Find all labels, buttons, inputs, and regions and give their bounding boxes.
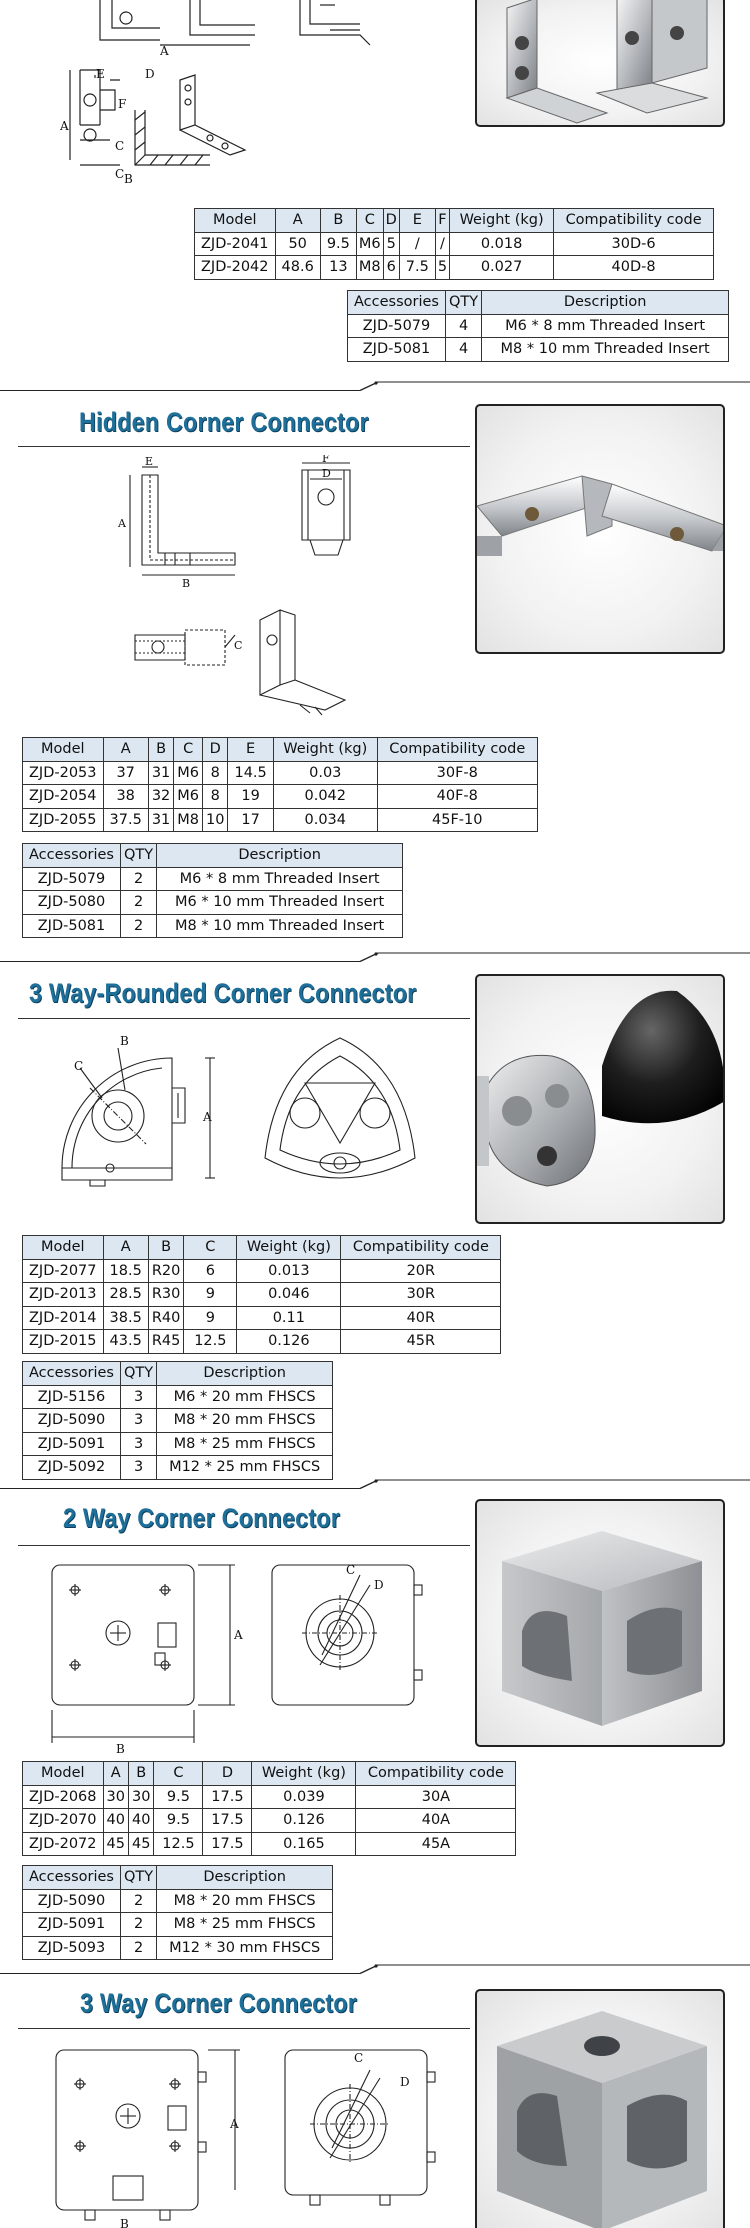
table-header-row — [23, 1866, 333, 1890]
column-header: A — [103, 1236, 148, 1260]
dimension-label: A — [230, 2117, 239, 2131]
table-row — [23, 1409, 333, 1433]
table-cell: 0.027 — [450, 256, 554, 280]
column-header: E — [228, 738, 273, 762]
dimension-label: B — [120, 1034, 129, 1048]
column-header: Weight (kg) — [252, 1762, 356, 1786]
table-cell: 30D-6 — [554, 232, 714, 256]
section-divider — [0, 380, 750, 394]
table-row — [23, 867, 403, 891]
table-cell: 12.5 — [154, 1832, 203, 1856]
table-cell: / — [399, 232, 435, 256]
accessories-table — [22, 1361, 333, 1480]
column-header: Compatibility code — [377, 738, 537, 762]
table-cell: 0.018 — [450, 232, 554, 256]
dimension-label: F — [118, 97, 127, 111]
column-header: F — [435, 209, 449, 233]
column-header: Weight (kg) — [273, 738, 377, 762]
table-cell: 45A — [356, 1832, 516, 1856]
specification-table — [22, 1761, 516, 1856]
table-cell: M8 * 25 mm FHSCS — [157, 1432, 333, 1456]
table-cell: 8 — [203, 785, 228, 809]
table-cell: 6 — [383, 256, 399, 280]
column-header: B — [148, 738, 173, 762]
table-row — [23, 1432, 333, 1456]
dimension-label: B — [124, 172, 133, 186]
table-cell: 30A — [356, 1785, 516, 1809]
table-cell: 3 — [120, 1409, 156, 1433]
table-cell: ZJD-5156 — [23, 1385, 121, 1409]
table-row — [23, 1936, 333, 1960]
section-title: Hidden Corner Connector — [79, 407, 369, 437]
table-cell: 0.165 — [252, 1832, 356, 1856]
dimension-label: C — [346, 1563, 356, 1577]
table-row — [23, 1306, 501, 1330]
dimension-label: D — [374, 1578, 384, 1592]
table-cell: 0.034 — [273, 808, 377, 832]
two-way-corner-technical-drawing — [40, 1555, 440, 1755]
table-row — [23, 1283, 501, 1307]
table-cell: ZJD-2054 — [23, 785, 104, 809]
table-cell: 0.042 — [273, 785, 377, 809]
column-header: Model — [23, 1762, 104, 1786]
table-cell: 2 — [120, 1913, 156, 1937]
table-header-row — [348, 291, 729, 315]
table-cell: 0.03 — [273, 761, 377, 785]
accessories-table — [22, 1865, 333, 1960]
table-cell: 45F-10 — [377, 808, 537, 832]
title-underline — [18, 1018, 470, 1019]
specification-table — [22, 1235, 501, 1354]
table-cell: 31 — [148, 761, 173, 785]
column-header: Accessories — [23, 1866, 121, 1890]
table-cell: 0.046 — [237, 1283, 341, 1307]
table-cell: ZJD-5079 — [23, 867, 121, 891]
table-row — [195, 256, 714, 280]
dimension-label: C — [234, 639, 243, 652]
table-row — [23, 785, 538, 809]
table-cell: ZJD-5081 — [23, 914, 121, 938]
table-cell: R30 — [148, 1283, 184, 1307]
title-underline — [18, 1545, 470, 1546]
table-cell: 30R — [341, 1283, 501, 1307]
table-cell: 43.5 — [103, 1330, 148, 1354]
table-row — [23, 1259, 501, 1283]
section-title: 2 Way Corner Connector — [63, 1503, 341, 1533]
table-cell: ZJD-5091 — [23, 1432, 121, 1456]
column-header: D — [383, 209, 399, 233]
table-row — [23, 1809, 516, 1833]
table-cell: M6 * 10 mm Threaded Insert — [157, 891, 403, 915]
column-header: D — [203, 1762, 252, 1786]
table-cell: ZJD-5081 — [348, 338, 446, 362]
table-cell: M6 — [174, 761, 203, 785]
table-row — [348, 338, 729, 362]
table-cell: 18.5 — [103, 1259, 148, 1283]
table-row — [23, 1832, 516, 1856]
table-cell: 6 — [184, 1259, 237, 1283]
table-row — [23, 914, 403, 938]
column-header: Compatibility code — [341, 1236, 501, 1260]
column-header: Model — [195, 209, 276, 233]
table-cell: M8 — [356, 256, 383, 280]
column-header: Description — [482, 291, 729, 315]
section-divider — [0, 1478, 750, 1492]
table-row — [23, 1785, 516, 1809]
table-cell: 2 — [120, 1889, 156, 1913]
table-cell: ZJD-2072 — [23, 1832, 104, 1856]
table-cell: M8 * 10 mm Threaded Insert — [157, 914, 403, 938]
two-way-corner-product-photo — [475, 1499, 725, 1747]
table-row — [23, 761, 538, 785]
column-header: Weight (kg) — [450, 209, 554, 233]
table-cell: 4 — [445, 338, 481, 362]
table-cell: 9.5 — [154, 1809, 203, 1833]
hidden-corner-product-photo — [475, 404, 725, 654]
table-cell: 30F-8 — [377, 761, 537, 785]
dimension-label: B — [182, 577, 191, 590]
table-cell: 38.5 — [103, 1306, 148, 1330]
table-cell: 17.5 — [203, 1832, 252, 1856]
table-cell: 7.5 — [399, 256, 435, 280]
table-cell: 0.11 — [237, 1306, 341, 1330]
table-cell: M8 * 20 mm FHSCS — [157, 1409, 333, 1433]
table-row — [23, 808, 538, 832]
table-cell: 10 — [203, 808, 228, 832]
table-cell: 37.5 — [103, 808, 148, 832]
table-cell: ZJD-2014 — [23, 1306, 104, 1330]
table-row — [23, 1385, 333, 1409]
table-cell: 9.5 — [154, 1785, 203, 1809]
column-header: QTY — [120, 844, 156, 868]
table-cell: M8 — [174, 808, 203, 832]
table-cell: 3 — [120, 1432, 156, 1456]
column-header: C — [154, 1762, 203, 1786]
table-header-row — [23, 738, 538, 762]
table-cell: M6 * 8 mm Threaded Insert — [482, 314, 729, 338]
table-cell: M6 * 8 mm Threaded Insert — [157, 867, 403, 891]
table-cell: 19 — [228, 785, 273, 809]
column-header: Accessories — [23, 844, 121, 868]
table-cell: 17.5 — [203, 1809, 252, 1833]
table-cell: 40R — [341, 1306, 501, 1330]
table-cell: 0.126 — [252, 1809, 356, 1833]
column-header: QTY — [120, 1866, 156, 1890]
table-cell: ZJD-2041 — [195, 232, 276, 256]
table-cell: ZJD-2013 — [23, 1283, 104, 1307]
dimension-label: C — [74, 1059, 84, 1073]
table-cell: 0.013 — [237, 1259, 341, 1283]
dimension-label: D — [400, 2075, 410, 2089]
table-row — [23, 1913, 333, 1937]
specification-table — [194, 208, 714, 280]
table-cell: 40 — [103, 1809, 128, 1833]
column-header: Accessories — [23, 1362, 121, 1386]
table-cell: R20 — [148, 1259, 184, 1283]
column-header: Weight (kg) — [237, 1236, 341, 1260]
rounded-corner-product-photo — [475, 974, 725, 1224]
table-cell: ZJD-2055 — [23, 808, 104, 832]
dimension-label: A — [160, 44, 169, 58]
table-cell: M12 * 30 mm FHSCS — [157, 1936, 333, 1960]
title-underline — [18, 446, 470, 447]
table-cell: 2 — [120, 867, 156, 891]
dimension-label: C — [115, 167, 125, 181]
table-cell: 12.5 — [184, 1330, 237, 1354]
table-cell: 13 — [320, 256, 356, 280]
dimension-label: A — [118, 517, 126, 530]
table-header-row — [23, 844, 403, 868]
table-cell: 17.5 — [203, 1785, 252, 1809]
table-cell: ZJD-5090 — [23, 1889, 121, 1913]
table-cell: ZJD-2042 — [195, 256, 276, 280]
table-cell: 31 — [148, 808, 173, 832]
table-cell: M6 — [174, 785, 203, 809]
table-cell: ZJD-2068 — [23, 1785, 104, 1809]
table-cell: 48.6 — [275, 256, 320, 280]
table-cell: ZJD-2077 — [23, 1259, 104, 1283]
specification-table — [22, 737, 538, 832]
table-cell: / — [435, 232, 449, 256]
table-cell: 37 — [103, 761, 148, 785]
table-cell: 14.5 — [228, 761, 273, 785]
table-header-row — [195, 209, 714, 233]
angle-bracket-technical-drawing — [60, 0, 380, 200]
table-header-row — [23, 1236, 501, 1260]
dimension-label: F — [322, 455, 330, 465]
table-cell: ZJD-5093 — [23, 1936, 121, 1960]
table-cell: 28.5 — [103, 1283, 148, 1307]
table-cell: 2 — [120, 1936, 156, 1960]
column-header: A — [275, 209, 320, 233]
column-header: QTY — [120, 1362, 156, 1386]
column-header: C — [356, 209, 383, 233]
table-cell: ZJD-2070 — [23, 1809, 104, 1833]
table-cell: 45R — [341, 1330, 501, 1354]
section-divider — [0, 1963, 750, 1977]
table-row — [23, 1330, 501, 1354]
table-cell: 2 — [120, 914, 156, 938]
table-cell: 8 — [203, 761, 228, 785]
column-header: E — [399, 209, 435, 233]
dimension-label: A — [234, 1628, 243, 1642]
table-cell: 3 — [120, 1456, 156, 1480]
table-cell: 2 — [120, 891, 156, 915]
table-cell: M6 — [356, 232, 383, 256]
accessories-table — [347, 290, 729, 362]
section-title: 3 Way Corner Connector — [80, 1988, 358, 2018]
dimension-label: E — [96, 67, 105, 81]
table-cell: ZJD-5091 — [23, 1913, 121, 1937]
table-cell: 5 — [435, 256, 449, 280]
table-cell: M8 * 20 mm FHSCS — [157, 1889, 333, 1913]
table-cell: ZJD-5090 — [23, 1409, 121, 1433]
table-cell: ZJD-2053 — [23, 761, 104, 785]
table-cell: ZJD-5080 — [23, 891, 121, 915]
table-header-row — [23, 1762, 516, 1786]
table-header-row — [23, 1362, 333, 1386]
column-header: A — [103, 738, 148, 762]
table-cell: M8 * 10 mm Threaded Insert — [482, 338, 729, 362]
dimension-label: D — [322, 467, 331, 480]
table-cell: 40F-8 — [377, 785, 537, 809]
dimension-label: A — [60, 119, 69, 133]
column-header: Description — [157, 1362, 333, 1386]
dimension-label: B — [120, 2217, 129, 2228]
table-cell: ZJD-2015 — [23, 1330, 104, 1354]
table-cell: ZJD-5092 — [23, 1456, 121, 1480]
dimension-label: C — [354, 2051, 364, 2065]
angle-bracket-product-photo — [475, 0, 725, 127]
table-row — [348, 314, 729, 338]
column-header: C — [184, 1236, 237, 1260]
table-cell: 3 — [120, 1385, 156, 1409]
table-cell: ZJD-5079 — [348, 314, 446, 338]
title-underline — [18, 2028, 470, 2029]
table-cell: R40 — [148, 1306, 184, 1330]
table-cell: 40A — [356, 1809, 516, 1833]
table-cell: 0.126 — [237, 1330, 341, 1354]
table-row — [23, 891, 403, 915]
column-header: B — [320, 209, 356, 233]
dimension-label: C — [115, 139, 125, 153]
table-cell: M6 * 20 mm FHSCS — [157, 1385, 333, 1409]
column-header: Accessories — [348, 291, 446, 315]
table-cell: 9 — [184, 1306, 237, 1330]
dimension-label: D — [145, 67, 155, 81]
dimension-label: B — [116, 1742, 125, 1755]
table-cell: M12 * 25 mm FHSCS — [157, 1456, 333, 1480]
table-cell: 9 — [184, 1283, 237, 1307]
table-cell: 45 — [128, 1832, 153, 1856]
table-cell: 50 — [275, 232, 320, 256]
table-cell: 9.5 — [320, 232, 356, 256]
table-cell: 4 — [445, 314, 481, 338]
column-header: QTY — [445, 291, 481, 315]
hidden-corner-technical-drawing — [110, 455, 430, 725]
table-cell: 40 — [128, 1809, 153, 1833]
table-cell: R45 — [148, 1330, 184, 1354]
table-cell: 0.039 — [252, 1785, 356, 1809]
table-cell: 45 — [103, 1832, 128, 1856]
dimension-label: E — [145, 455, 154, 468]
table-cell: 20R — [341, 1259, 501, 1283]
three-way-corner-product-photo — [475, 1989, 725, 2228]
column-header: Model — [23, 738, 104, 762]
table-cell: 5 — [383, 232, 399, 256]
column-header: B — [148, 1236, 184, 1260]
table-cell: M8 * 25 mm FHSCS — [157, 1913, 333, 1937]
table-cell: 32 — [148, 785, 173, 809]
column-header: B — [128, 1762, 153, 1786]
column-header: D — [203, 738, 228, 762]
dimension-label: A — [203, 1110, 212, 1124]
column-header: Description — [157, 844, 403, 868]
table-cell: 40D-8 — [554, 256, 714, 280]
column-header: Description — [157, 1866, 333, 1890]
three-way-corner-technical-drawing — [40, 2040, 440, 2228]
column-header: Model — [23, 1236, 104, 1260]
table-cell: 30 — [103, 1785, 128, 1809]
table-row — [195, 232, 714, 256]
table-cell: 17 — [228, 808, 273, 832]
table-row — [23, 1889, 333, 1913]
section-title: 3 Way-Rounded Corner Connector — [29, 978, 417, 1008]
column-header: Compatibility code — [554, 209, 714, 233]
table-cell: 38 — [103, 785, 148, 809]
table-cell: 30 — [128, 1785, 153, 1809]
column-header: C — [174, 738, 203, 762]
accessories-table — [22, 843, 403, 938]
column-header: A — [103, 1762, 128, 1786]
rounded-corner-technical-drawing — [50, 1028, 450, 1218]
section-divider — [0, 951, 750, 965]
table-row — [23, 1456, 333, 1480]
column-header: Compatibility code — [356, 1762, 516, 1786]
